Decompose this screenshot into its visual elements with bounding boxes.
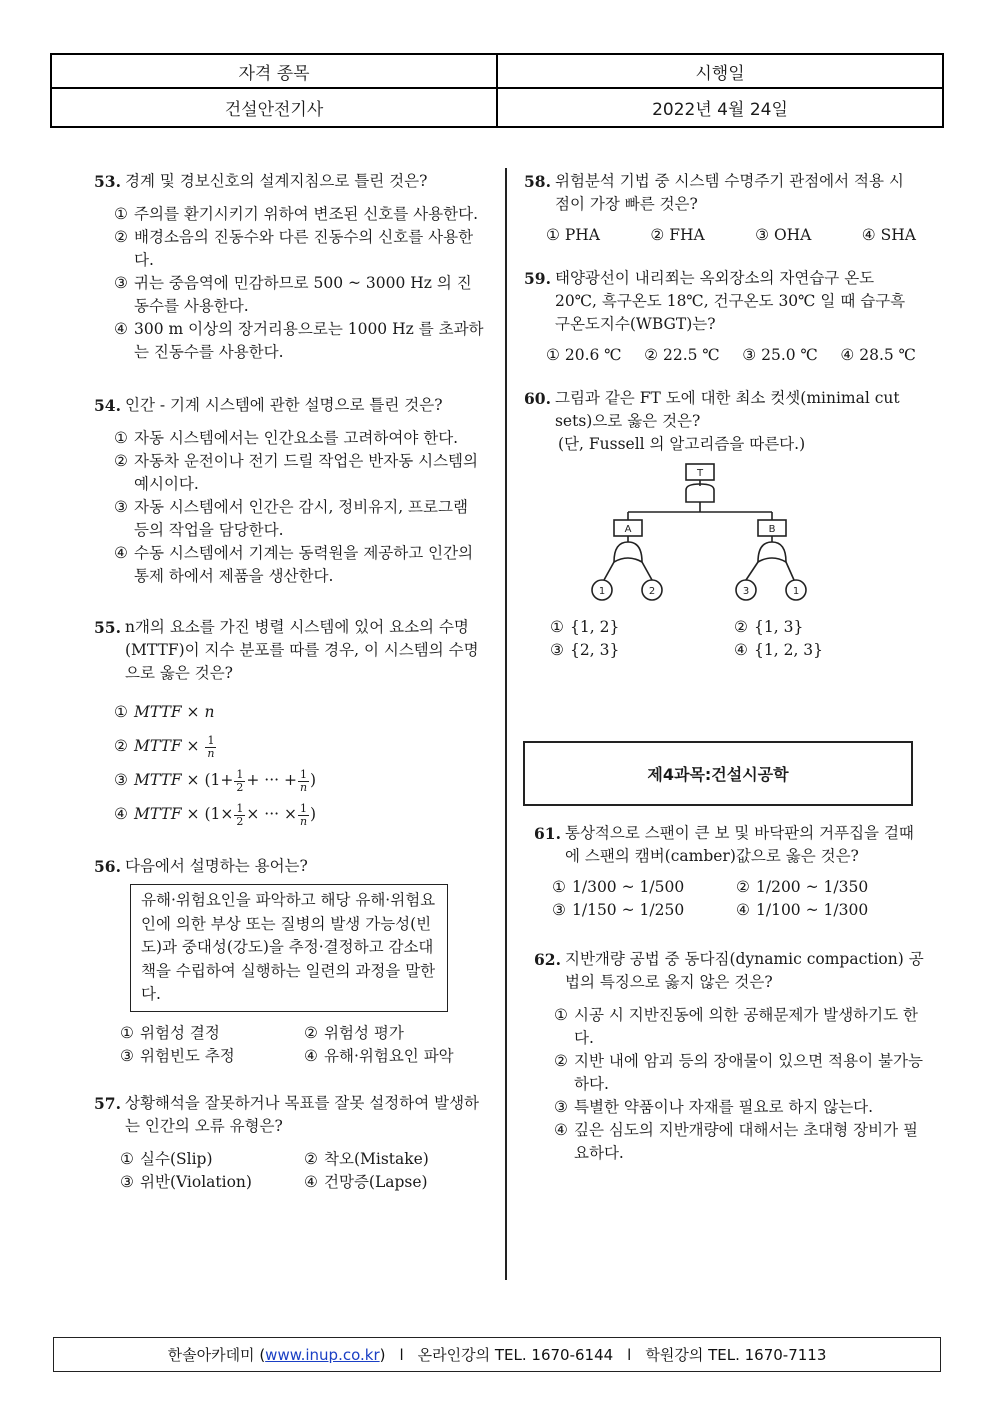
option-1: ① 시공 시 지반진동에 의한 공해문제가 발생하기도 한다.	[554, 1006, 918, 1047]
option-4: ④ 깊은 심도의 지반개량에 대해서는 초대형 장비가 필요하다.	[554, 1121, 918, 1162]
option-4: ④ 수동 시스템에서 기계는 동력원을 제공하고 인간의 통제 하에서 제품을 생산한다.	[114, 544, 474, 585]
left-column	[94, 170, 484, 1194]
option-1: ① 위험성 결정	[120, 1023, 220, 1042]
question-text: 다음에서 설명하는 용어는?	[124, 857, 308, 875]
footer-academy-phone: 학원강의 TEL. 1670-7113	[645, 1346, 827, 1364]
tree-label-e3: 3	[742, 586, 750, 597]
or-gate-a	[614, 542, 642, 562]
option-2: ② FHA	[650, 226, 705, 244]
column-divider	[505, 168, 507, 1280]
option-1: ① 1/300 ~ 1/500	[552, 878, 685, 896]
question-number: 60.	[524, 389, 551, 408]
option-1: ① {1, 2}	[550, 618, 620, 636]
option-1: ① MTTF × n	[114, 703, 215, 721]
options-grid	[552, 876, 926, 922]
question-text: n개의 요소를 가진 병렬 시스템에 있어 요소의 수명(MTTF)이 지수 분포를 따를 경우, 이 시스템의 수명으로 옳은 것은?	[124, 618, 479, 682]
header-table	[50, 53, 944, 128]
option-3: ③ 특별한 약품이나 자재를 필요로 하지 않는다.	[554, 1098, 874, 1116]
option-2: ② 22.5 ℃	[644, 346, 720, 364]
option-2: ② 지반 내에 암괴 등의 장애물이 있으면 적용이 불가능하다.	[554, 1052, 923, 1093]
option-4: ④ 1/100 ~ 1/300	[736, 901, 869, 919]
option-3: ③ MTTF × (1+ $\frac{1}{2}$ + ··· + $\frac{1}{n}$ )	[114, 767, 317, 794]
tree-label-e4: 1	[792, 586, 800, 597]
and-gate-top	[686, 484, 714, 502]
header-col1-label: 자격 종목	[51, 54, 497, 88]
option-3: ③ 자동 시스템에서 인간은 감시, 정비유지, 프로그램 등의 작업을 담당한다.	[114, 498, 468, 539]
question-number: 53.	[94, 172, 121, 191]
question-text: 상황해석을 잘못하거나 목표를 잘못 설정하여 발생하는 인간의 오류 유형은?	[124, 1093, 480, 1135]
options-row	[546, 224, 916, 247]
question-57	[94, 1092, 484, 1194]
option-4: ④ 28.5 ℃	[840, 346, 916, 364]
options-grid	[120, 1022, 484, 1068]
option-4: ④ SHA	[861, 226, 916, 244]
footer-website-link[interactable]: www.inup.co.kr	[265, 1345, 380, 1364]
option-3: ③ 1/150 ~ 1/250	[552, 901, 685, 919]
question-number: 57.	[94, 1093, 121, 1113]
question-59	[524, 267, 916, 367]
question-56	[94, 855, 484, 1068]
question-note: (단, Fussell 의 알고리즘을 따른다.)	[558, 435, 806, 453]
question-60	[524, 387, 916, 662]
tree-label-b: B	[768, 524, 776, 535]
question-text: 인간 - 기계 시스템에 관한 설명으로 틀린 것은?	[124, 396, 443, 414]
definition-box: 유해·위험요인을 파악하고 해당 유해·위험요인에 의한 부상 또는 질병의 발생 가능성(빈도)과 중대성(강도)을 추정·결정하고 감소대책을 수립하여 실행하는 일련의 과정을 말한다.	[130, 884, 448, 1012]
subject-heading: 제4과목:건설시공학	[523, 741, 913, 806]
option-4: ④ 유해·위험요인 파악	[304, 1046, 454, 1065]
page-footer	[53, 1337, 941, 1372]
option-2: ② 자동차 운전이나 전기 드릴 작업은 반자동 시스템의 예시이다.	[114, 452, 478, 493]
fault-tree-diagram	[588, 462, 838, 612]
or-gate-b	[758, 542, 786, 562]
option-3: ③ 귀는 중음역에 민감하므로 500 ~ 3000 Hz 의 진동수를 사용한다.	[114, 274, 472, 315]
option-4: ④ {1, 2, 3}	[734, 641, 824, 659]
tree-label-e1: 1	[598, 586, 606, 597]
question-number: 56.	[94, 857, 121, 876]
footer-separator: l	[627, 1345, 632, 1364]
option-3: ③ 위반(Violation)	[120, 1172, 252, 1191]
footer-prefix: 한솔아카데미 (	[167, 1346, 266, 1364]
question-text: 그림과 같은 FT 도에 대한 최소 컷셋(minimal cut sets)으로 옳은 것은?	[554, 389, 900, 430]
option-1: ① PHA	[546, 226, 600, 244]
option-3: ③ {2, 3}	[550, 641, 620, 659]
option-2: ② 착오(Mistake)	[304, 1149, 429, 1168]
question-text: 태양광선이 내리쬐는 옥외장소의 자연습구 온도 20℃, 흑구온도 18℃, 건구온도 30℃ 일 때 습구흑구온도지수(WBGT)는?	[554, 269, 906, 333]
header-col2-value: 2022년 4월 24일	[497, 88, 943, 127]
option-1: ① 실수(Slip)	[120, 1149, 213, 1168]
question-61	[534, 822, 926, 922]
options-row	[546, 344, 916, 367]
tree-label-a: A	[624, 524, 632, 535]
option-4: ④ 건망증(Lapse)	[304, 1172, 428, 1191]
option-3: ③ 25.0 ℃	[742, 346, 818, 364]
option-4: ④ MTTF × (1× $\frac{1}{2}$ × ··· × $\frac{1}{n}$ )	[114, 801, 317, 828]
tree-label-e2: 2	[648, 586, 656, 597]
option-1: ① 주의를 환기시키기 위하여 변조된 신호를 사용한다.	[114, 205, 478, 223]
option-4: ④ 300 m 이상의 장거리용으로는 1000 Hz 를 초과하는 진동수를 사용한다.	[114, 320, 484, 361]
footer-separator: l	[399, 1345, 404, 1364]
options-grid	[120, 1148, 484, 1194]
option-2: ② 위험성 평가	[304, 1023, 404, 1042]
option-2: ② MTTF × $\frac{1}{n}$	[114, 733, 215, 760]
tree-label-top: T	[696, 468, 704, 479]
question-text: 경계 및 경보신호의 설계지침으로 틀린 것은?	[124, 172, 428, 190]
right-column-lower	[534, 822, 926, 1165]
option-2: ② 1/200 ~ 1/350	[736, 878, 869, 896]
right-column	[524, 170, 916, 662]
header-col1-value: 건설안전기사	[51, 88, 497, 127]
question-number: 61.	[534, 824, 561, 843]
option-1: ① 자동 시스템에서는 인간요소를 고려하여야 한다.	[114, 429, 459, 447]
question-number: 54.	[94, 396, 121, 415]
question-54	[94, 394, 484, 588]
option-2: ② {1, 3}	[734, 618, 804, 636]
option-2: ② 배경소음의 진동수와 다른 진동수의 신호를 사용한다.	[114, 228, 474, 269]
question-number: 59.	[524, 269, 551, 288]
question-text: 위험분석 기법 중 시스템 수명주기 관점에서 적용 시점이 가장 빠른 것은?	[554, 172, 904, 213]
option-3: ③ OHA	[755, 226, 812, 244]
footer-online-phone: 온라인강의 TEL. 1670-6144	[417, 1346, 614, 1364]
question-number: 62.	[534, 950, 561, 969]
question-number: 55.	[94, 618, 121, 637]
option-3: ③ 위험빈도 추정	[120, 1046, 235, 1065]
question-text: 지반개량 공법 중 동다짐(dynamic compaction) 공법의 특징으로 옳지 않은 것은?	[564, 950, 924, 991]
question-number: 58.	[524, 172, 551, 191]
footer-suffix: )	[379, 1345, 386, 1364]
question-55	[94, 616, 484, 831]
option-1: ① 20.6 ℃	[546, 346, 622, 364]
header-col2-label: 시행일	[497, 54, 943, 88]
options-grid	[550, 616, 916, 662]
question-58	[524, 170, 916, 247]
question-62	[534, 948, 926, 1165]
question-text: 통상적으로 스팬이 큰 보 및 바닥판의 거푸집을 걸때에 스팬의 캠버(camber)값으로 옳은 것은?	[564, 824, 914, 865]
question-53	[94, 170, 484, 364]
